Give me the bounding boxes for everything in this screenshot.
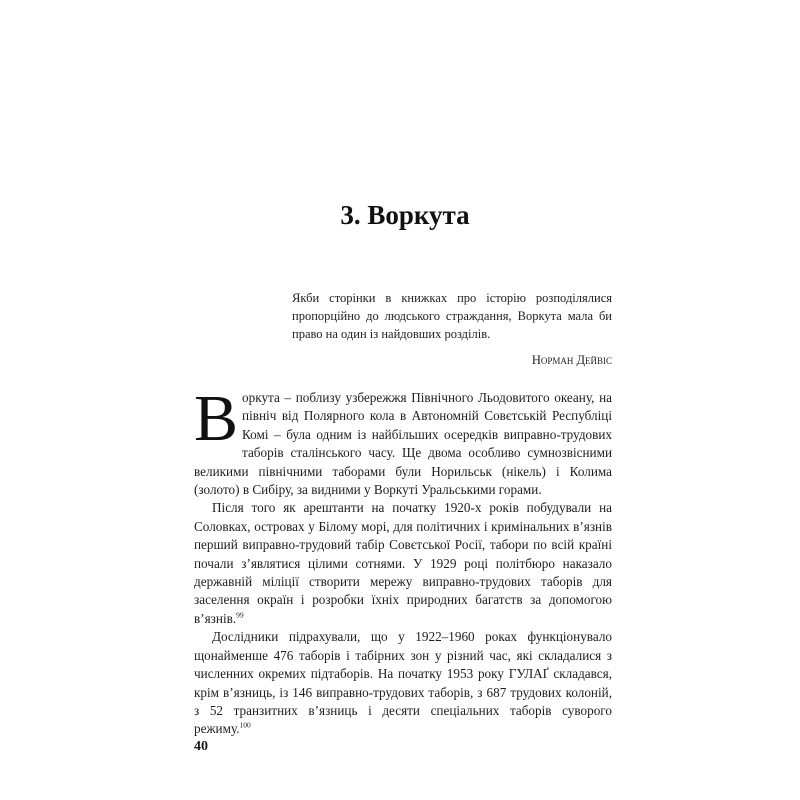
epigraph-text: Якби сторінки в книжках про історію розподілялися пропорційно до людського страждання, Воркута мала би право на один із найдовших розділів. [292,291,612,341]
paragraph-first [194,382,612,499]
footnote-marker: 99 [236,610,244,620]
drop-cap: В [194,382,239,455]
paragraph-text: Після того як арештанти на початку 1920-х років побудували на Соловках, островах у Білому морі, для політичних і кримінальних в’язнів перший виправно-трудовий табір Совєтської Росії, табори по всій країні почали з’являтися цілими сотнями. У 1929 році політбюро наказало державній міліції створити мережу виправно-трудових таборів для заселення окраїн і розробки їхніх природних багатств за допомогою в’язнів. [194,500,612,626]
chapter-title: 3. Воркута [340,200,470,230]
epigraph-author: Норман Дейвіс [531,353,612,367]
paragraph [194,499,612,628]
paragraph-text: Дослідники підрахували, що у 1922–1960 роках функціонувало щонайменше 476 таборів і табірних зон у різний час, які складалися з численних окремих підтаборів. На початку 1953 року ГУЛАҐ складався, крім в’язниць, із 146 виправно-трудових таборів, з 687 трудових колоній, з 52 транзитних в’язниць і десяти спеціальних таборів суворого режиму. [194,629,612,737]
epigraph [292,289,612,369]
page-number: 40 [194,739,208,754]
paragraph [194,628,612,738]
paragraph-first-text: оркута – поблизу узбережжя Північного Льодовитого океану, на північ від Полярного кола в Автономній Совєтській Республіці Комі – була одним із найбільших осередків виправно-трудових таборів сталінського часу. Ще двома особливо сумнозвісними великими північними таборами були Норильськ (нікель) і Колима (золото) в Сибіру, за видними у Воркуті Уральськими горами. [194,390,612,498]
footnote-marker: 100 [239,720,251,730]
body-text [194,382,612,739]
